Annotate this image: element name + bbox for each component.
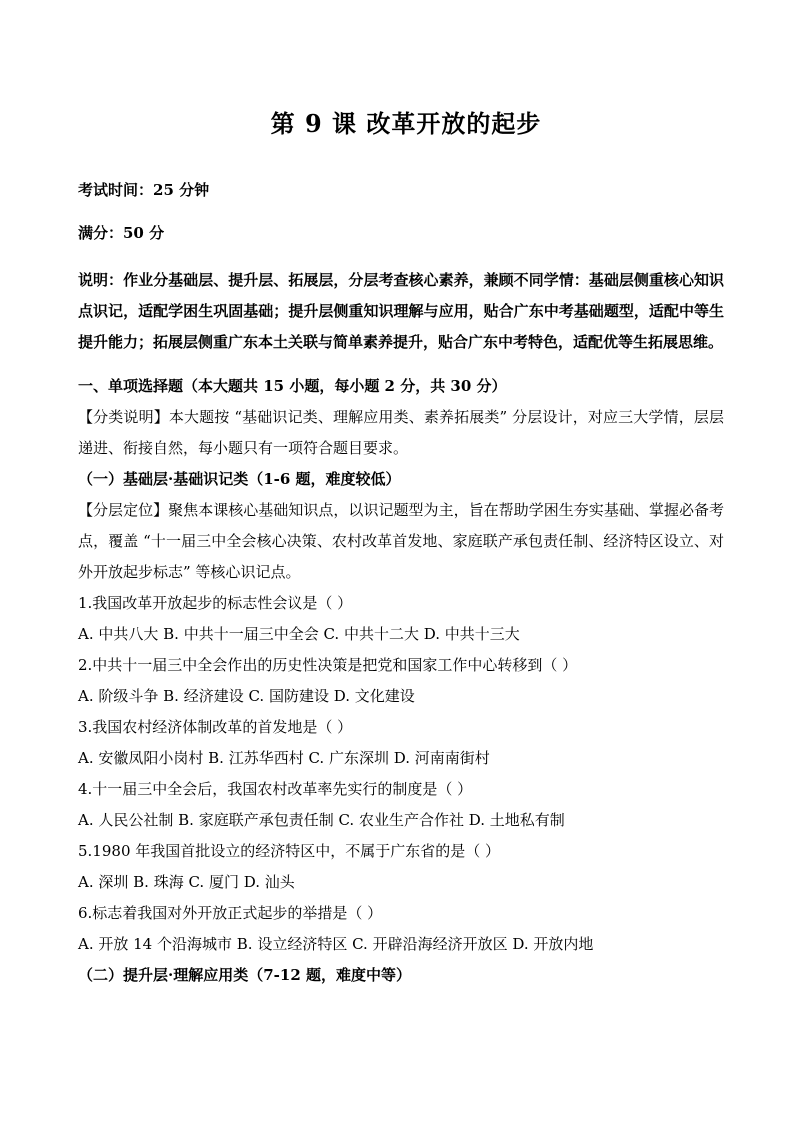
- question-options: A. 中共八大 B. 中共十一届三中全会 C. 中共十二大 D. 中共十三大: [78, 625, 520, 643]
- question-stem: 2.中共十一届三中全会作出的历史性决策是把党和国家工作中心转移到（ ）: [78, 656, 578, 674]
- question-4: [78, 774, 724, 836]
- question-5: [78, 836, 724, 898]
- full-score: 满分：50 分: [78, 224, 165, 242]
- question-options: A. 深圳 B. 珠海 C. 厦门 D. 汕头: [78, 873, 295, 891]
- question-stem: 4.十一届三中全会后，我国农村改革率先实行的制度是（ ）: [78, 780, 473, 798]
- question-1: [78, 588, 724, 650]
- question-stem: 3.我国农村经济体制改革的首发地是（ ）: [78, 718, 353, 736]
- question-options: A. 人民公社制 B. 家庭联产承包责任制 C. 农业生产合作社 D. 土地私有制: [78, 811, 565, 829]
- subsection-heading-advanced: （二）提升层·理解应用类（7-12 题，难度中等）: [78, 966, 411, 984]
- positioning-note: 【分层定位】聚焦本课核心基础知识点，以识记题型为主，旨在帮助学困生夯实基础、掌握必备考点，覆盖 “十一届三中全会核心决策、农村改革首发地、家庭联产承包责任制、经济特区设立、对外开放起步标志” 等核心识记点。: [78, 501, 724, 581]
- classification-note: 【分类说明】本大题按 “基础识记类、理解应用类、素养拓展类” 分层设计，对应三大学情，层层递进、衔接自然，每小题只有一项符合题目要求。: [78, 408, 724, 457]
- question-2: [78, 650, 724, 712]
- exam-time: 考试时间：25 分钟: [78, 181, 210, 199]
- question-3: [78, 712, 724, 774]
- subsection-heading-basic: （一）基础层·基础识记类（1-6 题，难度较低）: [78, 470, 401, 488]
- page-title: 第 9 课 改革开放的起步: [270, 109, 542, 138]
- question-stem: 1.我国改革开放起步的标志性会议是（ ）: [78, 594, 353, 612]
- description-paragraph: 说明：作业分基础层、提升层、拓展层，分层考查核心素养，兼顾不同学情：基础层侧重核心知识点识记，适配学困生巩固基础；提升层侧重知识理解与应用，贴合广东中考基础题型，适配中等生提升能力；拓展层侧重广东本土关联与简单素养提升，贴合广东中考特色，适配优等生拓展思维。: [78, 271, 724, 351]
- question-stem: 5.1980 年我国首批设立的经济特区中，不属于广东省的是（ ）: [78, 842, 501, 860]
- question-stem: 6.标志着我国对外开放正式起步的举措是（ ）: [78, 904, 383, 922]
- question-options: A. 安徽凤阳小岗村 B. 江苏华西村 C. 广东深圳 D. 河南南街村: [78, 749, 490, 767]
- section-heading-single-choice: 一、单项选择题（本大题共 15 小题，每小题 2 分，共 30 分）: [78, 377, 507, 395]
- question-6: [78, 898, 724, 960]
- question-options: A. 阶级斗争 B. 经济建设 C. 国防建设 D. 文化建设: [78, 687, 415, 705]
- question-options: A. 开放 14 个沿海城市 B. 设立经济特区 C. 开辟沿海经济开放区 D. 开放内地: [78, 935, 594, 953]
